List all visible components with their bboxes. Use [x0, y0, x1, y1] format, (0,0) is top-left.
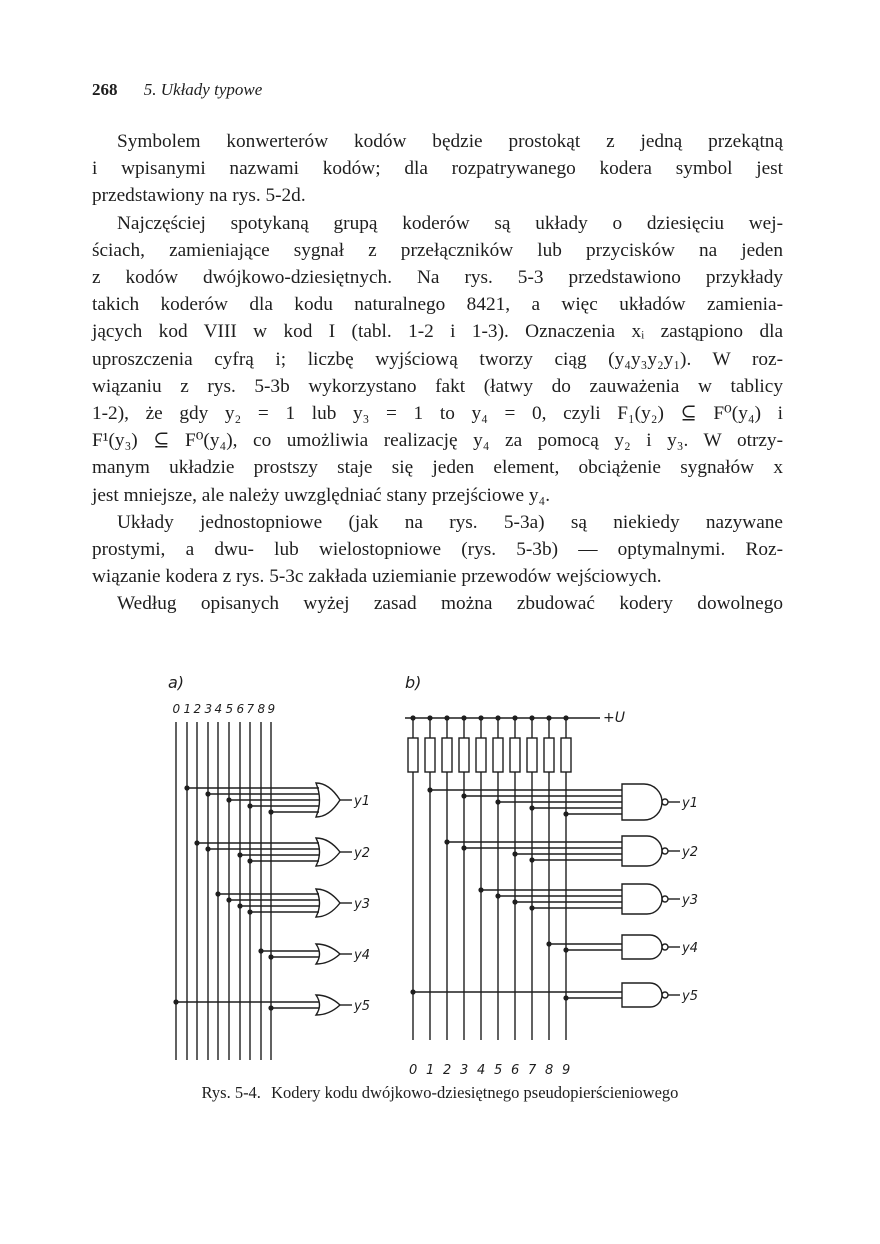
output-label: y4: [682, 941, 698, 956]
output-label: y4: [354, 948, 370, 963]
junction-dot: [563, 715, 568, 720]
junction-dot: [194, 840, 199, 845]
body-line: jących kod VIII w kod I (tabl. 1-2 i 1-3). Oznaczenia xᵢ zastąpiono dla: [92, 321, 783, 343]
junction-dot: [237, 852, 242, 857]
pullup-resistor: [493, 738, 503, 772]
output-label: y5: [354, 999, 370, 1014]
inverter-bubble: [662, 944, 668, 950]
or-gate: [316, 995, 340, 1015]
junction-dot: [268, 954, 273, 959]
body-line: wiązanie kodera z rys. 5-3c zakłada uziemianie przewodów wejściowych.: [92, 566, 662, 588]
input-digit-label: 0: [409, 1063, 418, 1078]
junction-dot: [205, 791, 210, 796]
body-line: i wpisanymi nazwami kodów; dla rozpatrywanego kodera symbol jest: [92, 158, 783, 180]
input-digit-label: 2: [193, 702, 202, 716]
pullup-resistor: [408, 738, 418, 772]
junction-dot: [410, 715, 415, 720]
page-header: [92, 80, 262, 100]
junction-dot: [215, 891, 220, 896]
junction-dot: [495, 799, 500, 804]
input-digit-label: 5: [494, 1063, 503, 1078]
body-line: uproszczenia cyfrą i; liczbę wyjściową tworzy ciąg (y₄y₃y₂y₁). W roz-: [92, 348, 783, 370]
junction-dot: [205, 846, 210, 851]
junction-dot: [478, 715, 483, 720]
junction-dot: [478, 887, 483, 892]
or-gate: [316, 944, 340, 964]
input-digit-label: 9: [562, 1063, 571, 1078]
inverter-bubble: [662, 896, 668, 902]
or-gate: [316, 889, 340, 917]
junction-dot: [529, 905, 534, 910]
nand-gate: [622, 884, 662, 914]
junction-dot: [495, 715, 500, 720]
pullup-resistor: [425, 738, 435, 772]
junction-dot: [444, 839, 449, 844]
junction-dot: [226, 897, 231, 902]
caption-text: Kodery kodu dwójkowo-dziesiętnego pseudopierścieniowego: [271, 1083, 679, 1102]
body-line: przedstawiony na rys. 5-2d.: [92, 185, 306, 207]
body-line: manym układzie prostszy staje się jeden element, obciążenie sygnałów x: [92, 457, 783, 479]
inverter-bubble: [662, 799, 668, 805]
input-digit-label: 2: [443, 1063, 452, 1078]
junction-dot: [461, 793, 466, 798]
input-digit-label: 4: [214, 702, 223, 716]
junction-dot: [427, 715, 432, 720]
body-line: Układy jednostopniowe (jak na rys. 5-3a) są niekiedy nazywane: [117, 511, 783, 533]
junction-dot: [546, 715, 551, 720]
junction-dot: [512, 851, 517, 856]
output-label: y2: [682, 845, 698, 860]
junction-dot: [495, 893, 500, 898]
body-line: Według opisanych wyżej zasad można zbudować kodery dowolnego: [117, 593, 783, 615]
body-line: ściach, zamieniające sygnał z przełączników lub przycisków na jeden: [92, 239, 783, 261]
supply-label: +U: [603, 710, 625, 726]
or-gate: [316, 838, 340, 866]
input-digit-label: 8: [545, 1063, 554, 1078]
output-label: y1: [354, 794, 370, 809]
junction-dot: [563, 995, 568, 1000]
input-digit-label: 1: [183, 702, 192, 716]
figure-panel-a: [168, 673, 370, 1060]
junction-dot: [410, 989, 415, 994]
junction-dot: [237, 903, 242, 908]
body-text: [92, 128, 783, 618]
pullup-resistor: [459, 738, 469, 772]
output-label: y3: [682, 893, 698, 908]
junction-dot: [512, 899, 517, 904]
junction-dot: [268, 809, 273, 814]
nand-gate: [622, 935, 662, 959]
input-digit-label: 0: [172, 702, 181, 716]
output-label: y3: [354, 897, 370, 912]
junction-dot: [444, 715, 449, 720]
pullup-resistor: [561, 738, 571, 772]
page-number: 268: [92, 80, 118, 99]
junction-dot: [461, 845, 466, 850]
junction-dot: [529, 857, 534, 862]
pullup-resistor: [544, 738, 554, 772]
junction-dot: [247, 803, 252, 808]
nand-gate: [622, 836, 662, 866]
junction-dot: [258, 948, 263, 953]
output-label: y2: [354, 846, 370, 861]
input-digit-label: 9: [267, 702, 276, 716]
junction-dot: [529, 715, 534, 720]
running-title: 5. Układy typowe: [143, 80, 263, 99]
pullup-resistor: [442, 738, 452, 772]
body-line: jest mniejsze, ale należy uwzględniać stany przejściowe y₄.: [92, 484, 551, 506]
junction-dot: [268, 1005, 273, 1010]
junction-dot: [184, 785, 189, 790]
inverter-bubble: [662, 848, 668, 854]
junction-dot: [563, 947, 568, 952]
nand-gate: [622, 784, 662, 820]
junction-dot: [226, 797, 231, 802]
junction-dot: [247, 909, 252, 914]
caption-label: Rys. 5-4.: [201, 1083, 261, 1102]
body-line: 1-2), że gdy y₂ = 1 lub y₃ = 1 to y₄ = 0, czyli F₁(y₂) ⊆ F⁰(y₄) i: [92, 403, 783, 425]
body-line: Symbolem konwerterów kodów będzie prostokąt z jedną przekątną: [117, 131, 783, 152]
or-gate: [316, 783, 340, 817]
body-line: wiązaniu z rys. 5-3b wykorzystano fakt (łatwy do zauważenia w tablicy: [92, 375, 783, 397]
junction-dot: [563, 811, 568, 816]
output-label: y5: [682, 989, 698, 1004]
input-digit-label: 5: [225, 702, 234, 716]
figure-encoder-diagrams: [0, 660, 880, 1080]
inverter-bubble: [662, 992, 668, 998]
pullup-resistor: [510, 738, 520, 772]
input-digit-label: 7: [528, 1063, 537, 1078]
pullup-resistor: [527, 738, 537, 772]
input-digit-label: 4: [477, 1063, 486, 1078]
panel-b-label: b): [405, 673, 422, 692]
input-digit-label: 6: [236, 702, 245, 716]
junction-dot: [427, 787, 432, 792]
junction-dot: [461, 715, 466, 720]
junction-dot: [512, 715, 517, 720]
body-line: takich koderów dla kodu naturalnego 8421, a więc układów zamienia-: [92, 294, 783, 316]
junction-dot: [173, 999, 178, 1004]
input-digit-label: 1: [426, 1063, 435, 1078]
body-line: prostymi, a dwu- lub wielostopniowe (rys. 5-3b) — optymalnymi. Roz-: [92, 539, 783, 561]
pullup-resistor: [476, 738, 486, 772]
figure-panel-b: [405, 673, 698, 1078]
input-digit-label: 3: [204, 702, 213, 716]
figure-caption: [0, 1083, 880, 1103]
input-digit-label: 6: [511, 1063, 520, 1078]
body-line: F¹(y₃) ⊆ F⁰(y₄), co umożliwia realizację y₄ za pomocą y₂ i y₃. W otrzy-: [92, 430, 783, 452]
junction-dot: [529, 805, 534, 810]
panel-a-label: a): [168, 673, 185, 692]
nand-gate: [622, 983, 662, 1007]
input-digit-label: 8: [257, 702, 266, 716]
input-digit-label: 7: [246, 702, 255, 716]
body-line: Najczęściej spotykaną grupą koderów są układy o dziesięciu wej-: [117, 212, 783, 234]
junction-dot: [247, 858, 252, 863]
output-label: y1: [682, 796, 698, 811]
body-line: z kodów dwójkowo-dziesiętnych. Na rys. 5-3 przedstawiono przykłady: [92, 267, 783, 289]
junction-dot: [546, 941, 551, 946]
input-digit-label: 3: [460, 1063, 469, 1078]
